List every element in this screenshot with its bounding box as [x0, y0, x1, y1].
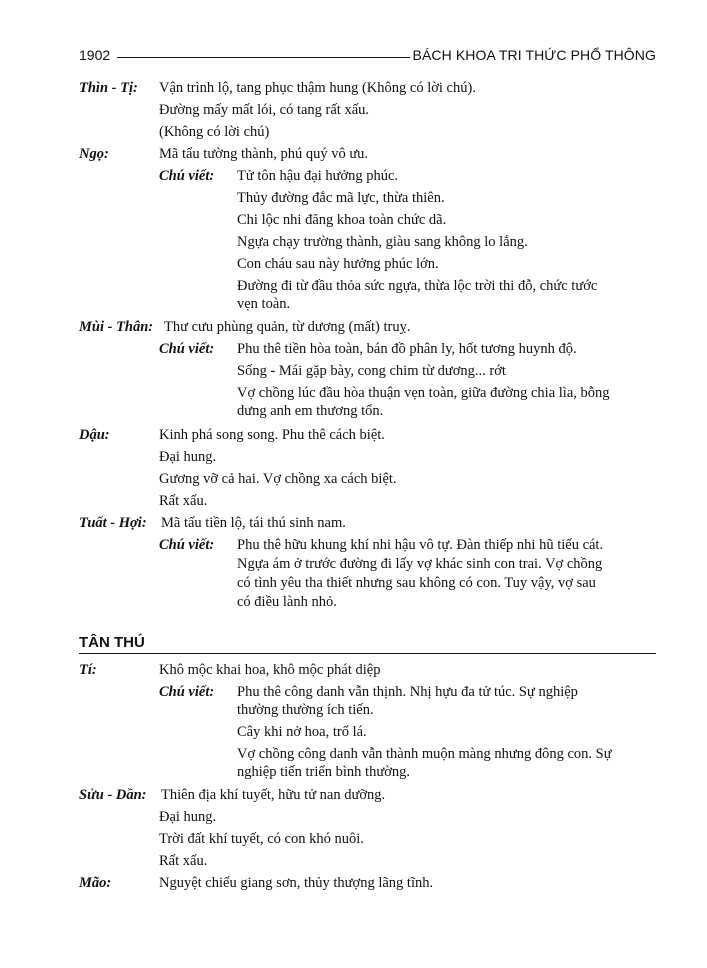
- note-line: có điều lành nhỏ.: [237, 594, 337, 610]
- note-line: có tình yêu tha thiết nhưng sau không có con. Tuy vậy, vợ sau: [237, 575, 596, 591]
- entry-label-ti: Tí:: [79, 662, 97, 678]
- entry-line: Mã tẩu tường thành, phú quý vô ưu.: [159, 146, 369, 162]
- entry-line: Thiên địa khí tuyết, hữu tử nan dưỡng.: [161, 787, 386, 803]
- entry-label-suu-dan: Sửu - Dần:: [79, 787, 147, 803]
- entry-line: Thư cưu phùng quản, từ dương (mất) truỵ.: [164, 319, 411, 335]
- note-line: Phu thê tiền hòa toàn, bán đồ phân ly, hốt tương huynh độ.: [237, 341, 577, 357]
- note-line: Chi lộc nhi đăng khoa toàn chức dã.: [237, 212, 447, 228]
- note-line: Vợ chồng công danh vẫn thành muộn màng nhưng đông con. Sự: [237, 746, 612, 762]
- note-line: thường thường ích tiến.: [237, 702, 374, 718]
- note-line: Thủy đường đắc mã lực, thừa thiên.: [237, 190, 445, 206]
- note-line: Đường đi từ đầu thỏa sức ngựa, thừa lộc trời thi đỗ, chức tước: [237, 278, 598, 294]
- entry-label-dau: Dậu:: [79, 427, 110, 443]
- note-line: Ngựa ám ở trước đường đi lấy vợ khác sinh con trai. Vợ chồng: [237, 556, 603, 572]
- entry-label-ngo: Ngọ:: [79, 146, 109, 162]
- entry-line: Trời đất khí tuyết, có con khó nuôi.: [159, 831, 364, 847]
- note-label: Chú viết:: [159, 168, 215, 184]
- entry-label-mui-than: Mùi - Thân:: [79, 319, 154, 335]
- entry-line: Rất xấu.: [159, 853, 208, 869]
- entry-line: Đại hung.: [159, 449, 217, 465]
- entry-line: Nguyệt chiếu giang sơn, thủy thượng lãng tĩnh.: [159, 875, 434, 891]
- note-label: Chú viết:: [159, 684, 215, 700]
- running-header: [79, 47, 656, 69]
- entry-line: Khô mộc khai hoa, khô mộc phát diệp: [159, 662, 381, 678]
- entry-line: Vận trình lộ, tang phục thậm hung (Không có lời chú).: [159, 80, 476, 96]
- note-line: Tử tôn hậu đại hưởng phúc.: [237, 168, 399, 184]
- note-line: Phu thê hữu khung khí nhi hậu vô tự. Đàn thiếp nhi hũ tiếu cát.: [237, 537, 604, 553]
- note-line: Ngựa chạy trường thành, giàu sang không lo lắng.: [237, 234, 528, 250]
- note-line: Sống - Mái gặp bày, cong chim từ dương... rớt: [237, 363, 506, 379]
- entry-line: Đường mấy mất lói, có tang rất xấu.: [159, 102, 370, 118]
- section-rule: [79, 653, 656, 654]
- entry-label-mao: Mão:: [79, 875, 112, 891]
- book-title: BÁCH KHOA TRI THỨC PHỔ THÔNG: [412, 47, 656, 63]
- page-number: 1902: [79, 47, 111, 63]
- note-line: Phu thê công danh vẫn thịnh. Nhị hựu đa tử túc. Sự nghiệp: [237, 684, 578, 700]
- note-line: nghiệp tiến triển bình thường.: [237, 764, 410, 780]
- note-line: Con cháu sau này hưởng phúc lớn.: [237, 256, 439, 272]
- note-line: dưng anh em thương tổn.: [237, 403, 384, 419]
- entry-line: Gương vỡ cả hai. Vợ chồng xa cách biệt.: [159, 471, 397, 487]
- note-label: Chú viết:: [159, 537, 215, 553]
- section-title: TÂN THÚ: [79, 634, 145, 651]
- entry-line: (Không có lời chú): [159, 124, 270, 140]
- header-rule: [117, 57, 410, 58]
- note-line: Vợ chồng lúc đầu hòa thuận vẹn toàn, giữa đường chia lìa, bỗng: [237, 385, 610, 401]
- entry-line: Mã tấu tiền lộ, tái thú sinh nam.: [161, 515, 346, 531]
- entry-label-thin-ti: Thìn - Tị:: [79, 80, 138, 96]
- entry-label-tuat-hoi: Tuất - Hợi:: [79, 515, 147, 531]
- entry-line: Kinh phá song song. Phu thê cách biệt.: [159, 427, 385, 443]
- entry-line: Đại hung.: [159, 809, 217, 825]
- note-label: Chú viết:: [159, 341, 215, 357]
- entry-line: Rất xấu.: [159, 493, 208, 509]
- note-line: Cây khi nở hoa, trổ lá.: [237, 724, 367, 740]
- note-line: vẹn toàn.: [237, 296, 291, 312]
